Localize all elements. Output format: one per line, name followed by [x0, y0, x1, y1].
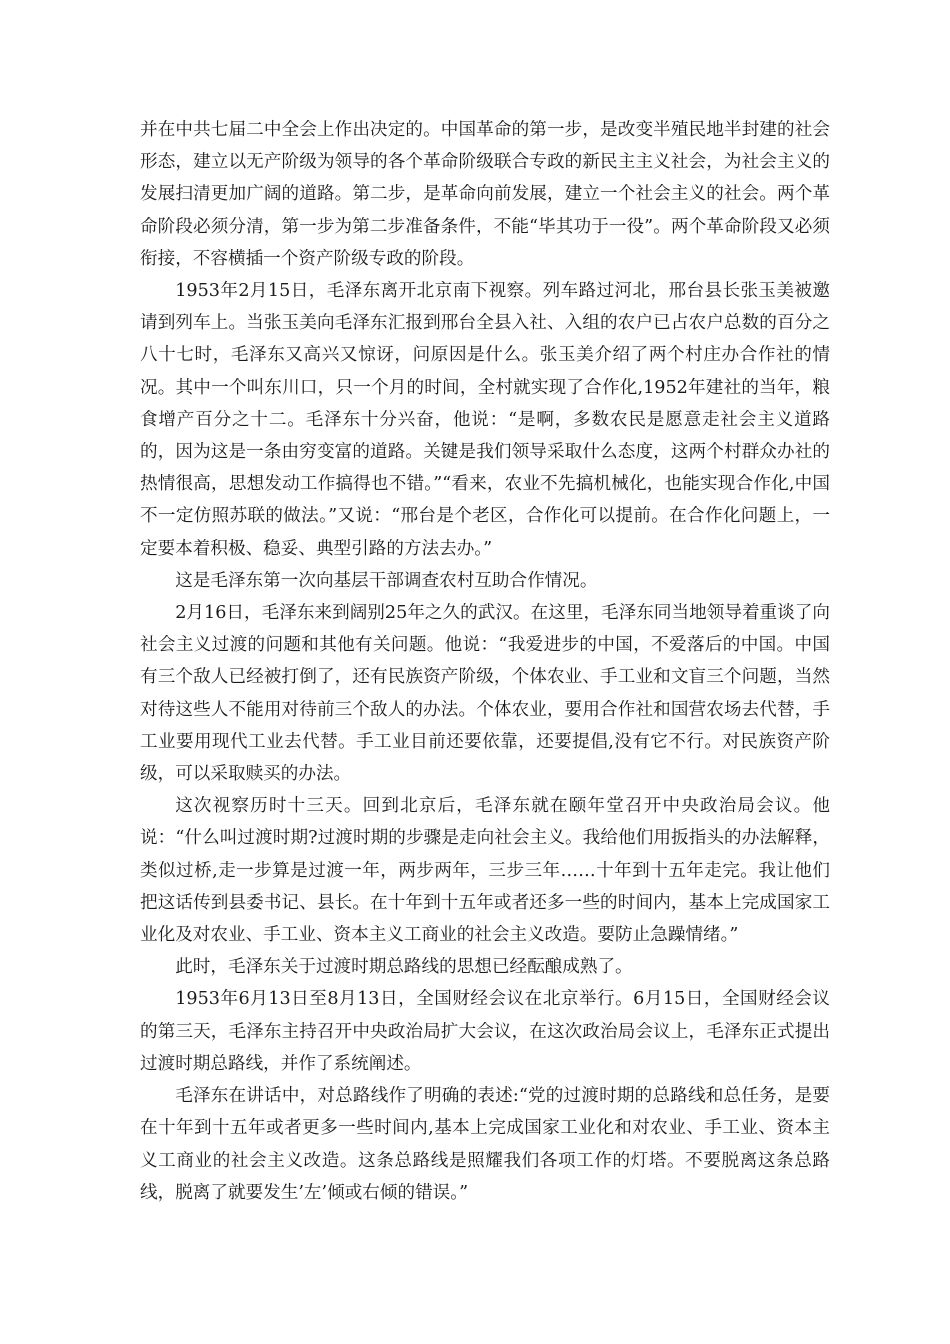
paragraph-continuation: 并在中共七届二中全会上作出决定的。中国革命的第一步，是改变半殖民地半封建的社会形态，建立以无产阶级为领导的各个革命阶级联合专政的新民主主义社会，为社会主义的发展扫清更加广阔的道路。第二步，是革命向前发展，建立一个社会主义的社会。两个革命阶段必须分清，第一步为第二步准备条件，不能“毕其功于一役”。两个革命阶段又必须衔接，不容横插一个资产阶级专政的阶段。: [140, 120, 830, 269]
paragraph-wuhan-visit: 2月16日，毛泽东来到阔别25年之久的武汉。在这里，毛泽东同当地领导着重谈了向社会主义过渡的问题和其他有关问题。他说：“我爱进步的中国，不爱落后的中国。中国有三个敌人已经被打倒了，还有民族资产阶级，个体农业、手工业和文盲三个问题，当然对待这些人不能用对待前三个敌人的办法。个体农业，要用合作社和国营农场去代替，手工业要用现代工业去代替。手工业目前还要依靠，还要提倡,没有它不行。对民族资产阶级，可以采取赎买的办法。: [140, 603, 830, 785]
paragraph-thought-matured: 此时，毛泽东关于过渡时期总路线的思想已经酝酿成熟了。: [175, 957, 633, 978]
paragraph-finance-conference: 1953年6月13日至8月13日，全国财经会议在北京举行。6月15日，全国财经会议的第三天，毛泽东主持召开中央政治局扩大会议，在这次政治局会议上，毛泽东正式提出过渡时期总路线，并作了系统阐述。: [140, 989, 830, 1074]
paragraph-general-line-statement: 毛泽东在讲话中，对总路线作了明确的表述:“党的过渡时期的总路线和总任务，是要在十年到十五年或者更多一些时间内,基本上完成国家工业化和对农业、手工业、资本主义工商业的社会主义改造。这条总路线是照耀我们各项工作的灯塔。不要脱离这条总路线，脱离了就要发生’左’倾或右倾的错误。”: [140, 1086, 830, 1203]
paragraph-first-survey: 这是毛泽东第一次向基层干部调查农村互助合作情况。: [175, 570, 598, 591]
paragraph-xingtai-inspection: 1953年2月15日，毛泽东离开北京南下视察。列车路过河北，邢台县长张玉美被邀请到列车上。当张玉美向毛泽东汇报到邢台全县入社、入组的农户已占农户总数的百分之八十七时，毛泽东又高兴又惊讶，问原因是什么。张玉美介绍了两个村庄办合作社的情况。其中一个叫东川口，只一个月的时间，全村就实现了合作化,1952年建社的当年，粮食增产百分之十二。毛泽东十分兴奋，他说：“是啊，多数农民是愿意走社会主义道路的，因为这是一条由穷变富的道路。关键是我们领导采取什么态度，这两个村群众办社的热情很高，思想发动工作搞得也不错。”“看来，农业不先搞机械化，也能实现合作化,中国不一定仿照苏联的做法。”又说：“邢台是个老区，合作化可以提前。在合作化问题上，一定要本着积极、稳妥、典型引路的方法去办。”: [140, 281, 830, 559]
document-body: [140, 114, 830, 1209]
paragraph-politburo-meeting: 这次视察历时十三天。回到北京后，毛泽东就在颐年堂召开中央政治局会议。他说：“什么叫过渡时期?过渡时期的步骤是走向社会主义。我给他们用扳指头的办法解释，类似过桥,走一步算是过渡一年，两步两年，三步三年……十年到十五年走完。我让他们把这话传到县委书记、县长。在十年到十五年或者还多一些的时间内，基本上完成国家工业化及对农业、手工业、资本主义工商业的社会主义改造。要防止急躁情绪。”: [140, 796, 830, 946]
